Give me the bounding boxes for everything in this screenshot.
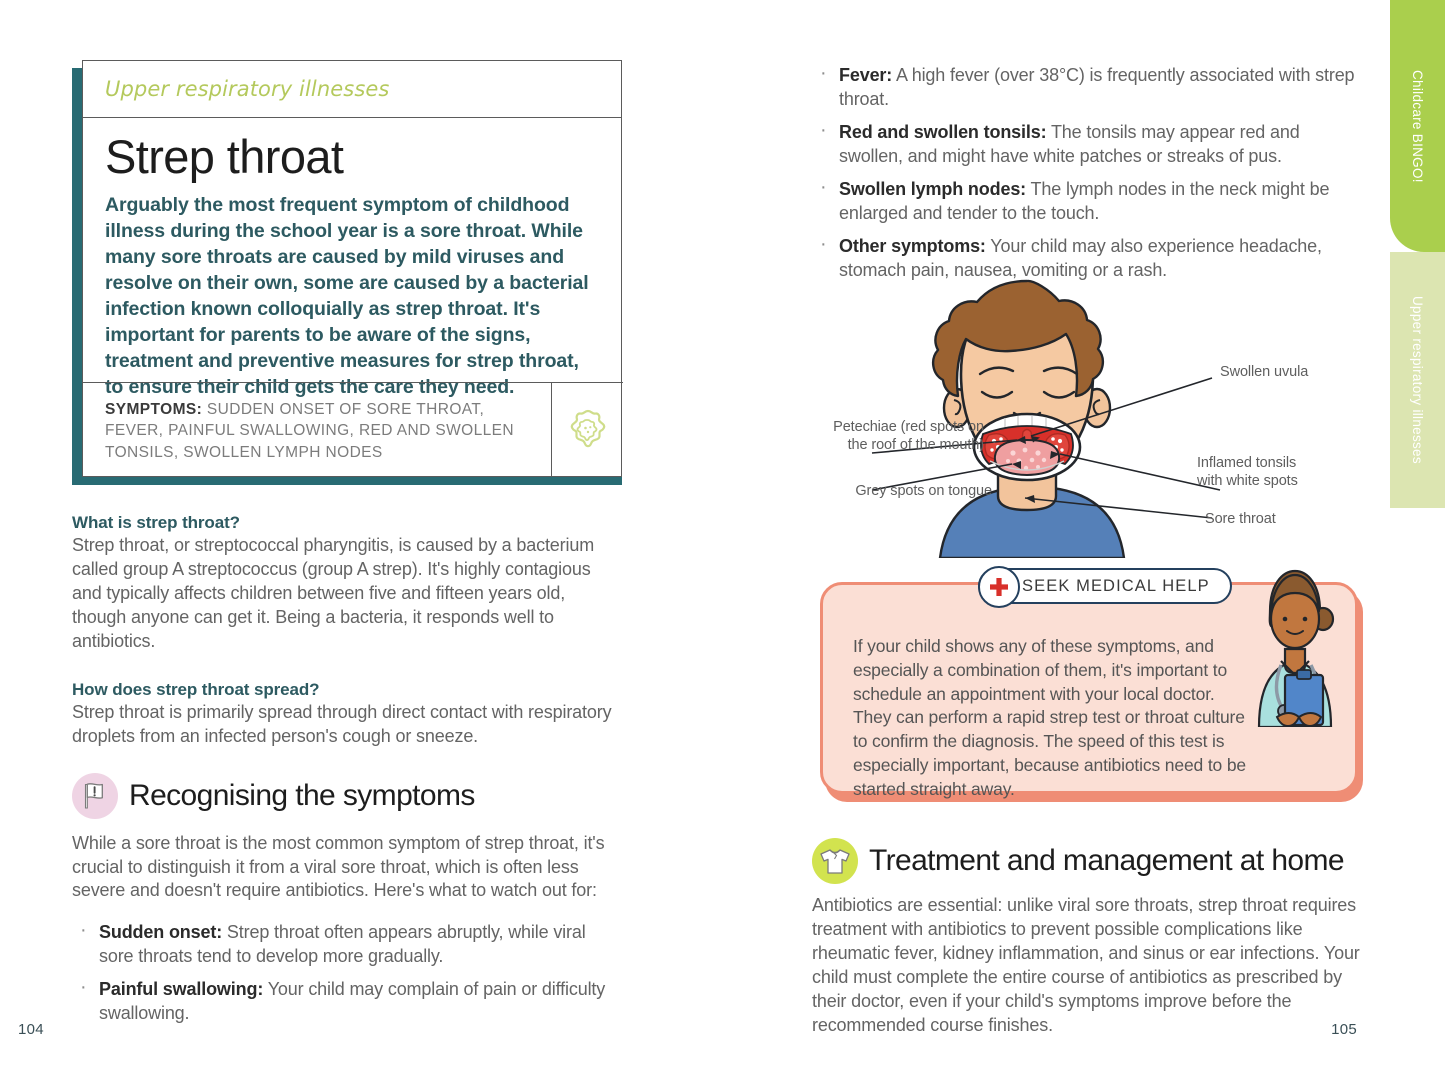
list-item-term: Fever: [839,65,893,85]
strep-throat-illustration [812,258,1372,558]
annotation-sore-throat: Sore throat [1205,511,1276,527]
recognising-symptoms-intro: While a sore throat is the most common symptom of strep throat, it's crucial to distinguish it from a viral sore throat, which is often less severe and doesn't require antibiotics. Here's what to watch out for: [72,832,605,901]
tab-childcare-bingo[interactable] [1390,0,1445,252]
list-item-term: Swollen lymph nodes: [839,178,1027,199]
hero-eyebrow-label: Upper respiratory illnesses [105,77,390,101]
hero-content [83,118,621,401]
flag-warning-icon [72,773,118,819]
list-item-term: Sudden onset: [99,922,223,943]
treatment-block [812,838,1360,1038]
list-item-term: Painful swallowing: [99,979,264,1000]
seek-medical-help-card [820,576,1358,799]
symptoms-value: SUDDEN ONSET OF SORE THROAT, FEVER, PAINFUL SWALLOWING, RED AND SWOLLEN TONSILS, SWOLLEN LYMPH NODES [105,401,514,461]
germ-icon [565,407,611,453]
germ-icon-cell [551,383,623,476]
list-item [72,978,620,1026]
section-tab-strip [1390,0,1445,1066]
page-number-left: 104 [18,1021,44,1038]
page-number-right: 105 [1331,1021,1357,1038]
list-item-term: Other symptoms: [839,235,986,256]
what-is-strep-throat-body: Strep throat, or streptococcal pharyngitis, is caused by a bacterium called group A streptococcus (group A strep). It's highly contagious and typically affects children between five and fifteen years old, though anyone can get it. Being a bacteria, it responds well to antibiotics. [72,535,595,651]
list-item-text: Strep throat often appears abruptly, while viral sore throats tend to develop more gradually. [99,922,586,967]
seek-medical-help-body: If your child shows any of these symptoms, and especially a combination of them, it's important to schedule an appointment with your local doctor. They can perform a rapid strep test or throat culture to confirm the diagnosis. The speed of this test is especially important, because antibiotics need to be started straight away. [853,636,1246,799]
page-title: Strep throat [105,130,344,183]
what-is-strep-throat-block [72,513,620,654]
left-column-content [72,513,620,1035]
annotation-swollen-uvula: Swollen uvula [1220,364,1309,380]
recognising-symptoms-list [72,921,620,1026]
annotation-inflamed-tonsils-line1: Inflamed tonsils [1197,455,1297,471]
annotation-petechiae-line2: the roof of the mouth) [847,437,984,454]
list-item-text: A high fever (over 38°C) is frequently associated with strep throat. [839,65,1355,109]
recognising-symptoms-header [72,773,620,819]
treatment-heading: Treatment and management at home [869,844,1344,877]
list-item-text: The tonsils may appear red and swollen, and might have white patches or streaks of pus. [839,121,1300,166]
hero-card [72,60,622,485]
treatment-header [812,838,1360,884]
recognising-symptoms-block [72,773,620,1027]
list-item-text: Your child may also experience headache, stomach pain, nausea, vomiting or a rash. [839,235,1322,280]
child-open-mouth-figure [812,258,1372,558]
hero-card-body [82,60,622,477]
tab-upper-respiratory-illnesses-label: Upper respiratory illnesses [1410,296,1425,464]
symptoms-summary-bar [83,382,623,476]
list-item [72,921,620,969]
symptoms-summary-text [83,383,551,476]
how-spread-body: Strep throat is primarily spread through direct contact with respiratory droplets from an infected person's cough or sneeze. [72,701,612,746]
symptoms-label: SYMPTOMS: [105,401,203,418]
list-item [812,64,1360,112]
tab-childcare-bingo-label: Childcare BINGO! [1410,69,1425,183]
annotation-petechiae-line1: Petechiae (red spots on [833,419,984,435]
annotation-inflamed-tonsils [1197,454,1298,490]
recognising-symptoms-heading: Recognising the symptoms [129,778,475,812]
what-is-strep-throat-heading: What is strep throat? [72,513,240,532]
treatment-body: Antibiotics are essential: unlike viral sore throats, strep throat requires treatment with antibiotics to prevent possible complications like rheumatic fever, kidney inflammation, and sinus or ear infections. Your child must complete the entire course of antibiotics as prescribed by their doctor, even if your child's symptoms improve before the recommended course finishes. [812,895,1360,1035]
how-spread-block [72,680,620,749]
nurse-illustration [1237,557,1353,727]
list-item [812,121,1360,169]
list-item-text: The lymph nodes in the neck might be enlarged and tender to the touch. [839,178,1330,223]
annotation-grey-spots-on-tongue: Grey spots on tongue [855,483,992,499]
medical-cross-icon [978,566,1020,608]
tshirt-icon [812,838,858,884]
list-item [812,178,1360,226]
tab-upper-respiratory-illnesses[interactable] [1390,252,1445,508]
seek-medical-help-label: SEEK MEDICAL HELP [1022,576,1210,595]
annotation-petechiae [812,418,984,454]
how-spread-heading: How does strep throat spread? [72,679,320,699]
right-column-symptom-list [812,64,1360,283]
list-item-text: Your child may complain of pain or difficulty swallowing. [99,979,606,1024]
annotation-inflamed-tonsils-line2: with white spots [1197,473,1298,490]
hero-eyebrow [83,61,621,118]
list-item-term: Red and swollen tonsils: [839,121,1047,142]
hero-lede-paragraph: Arguably the most frequent symptom of childhood illness during the school year is a sore throat. While many sore throats are caused by mild viruses and resolve on their own, some are caused by a bacterial infection known colloquially as strep throat. It's important for parents to be aware of the signs, treatment and preventive measures for strep throat, to ensure their child gets the care they need. [105,194,589,398]
seek-medical-help-pill [978,568,1232,604]
red-cross-glyph [988,576,1010,598]
seek-medical-help-callout [820,576,1365,802]
